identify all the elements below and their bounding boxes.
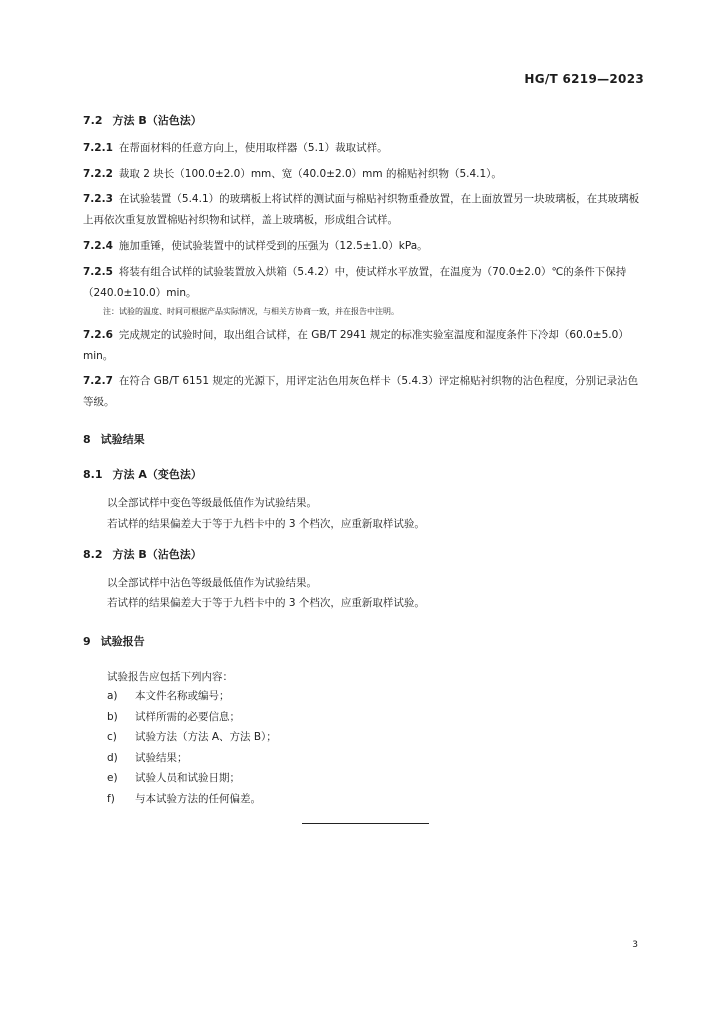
standard-code: HG/T 6219—2023 [524,72,644,86]
list-label: b) [107,710,118,723]
heading-number: 8.2 [83,548,103,561]
paragraph: 以全部试样中变色等级最低值作为试验结果。 [107,497,317,509]
heading-number: 9 [83,635,91,648]
clause-7-2-6 [83,325,643,367]
section-7-2-heading [83,112,202,128]
section-8-1-heading [83,466,202,482]
clause-7-2-3 [83,189,643,231]
heading-number: 8 [83,433,91,446]
list-text: 与本试验方法的任何偏差。 [135,792,261,805]
list-label: f) [107,792,115,805]
heading-title: 方法 B（沾色法） [112,114,202,127]
list-label: e) [107,772,118,785]
clause-number: 7.2.1 [83,142,113,154]
clause-7-2-1 [83,138,643,159]
section-8-heading [83,431,145,447]
clause-text: 将装有组合试样的试验装置放入烘箱（5.4.2）中，使试样水平放置，在温度为（70.0±2.0）℃的条件下保持（240.0±10.0）min。 [83,266,627,299]
list-label: d) [107,751,118,764]
list-item [107,748,277,769]
heading-title: 试验结果 [100,433,145,446]
paragraph: 试验报告应包括下列内容： [107,671,233,683]
list-label: c) [107,731,117,744]
end-divider [302,823,429,824]
list-label: a) [107,690,118,702]
clause-text: 裁取 2 块长（100.0±2.0）mm、宽（40.0±2.0）mm 的棉贴衬织物（5.4.1）。 [118,168,502,180]
heading-title: 方法 B（沾色法） [112,548,202,561]
list-item [107,768,277,789]
clause-number: 7.2.7 [83,375,113,387]
list-text: 本文件名称或编号； [135,690,230,702]
list-text: 试验结果； [135,751,188,764]
list-text: 试验人员和试验日期； [135,772,240,785]
clause-text: 在符合 GB/T 6151 规定的光源下，用评定沾色用灰色样卡（5.4.3）评定棉贴衬织物的沾色程度，分别记录沾色等级。 [83,375,639,408]
clause-number: 7.2.5 [83,266,113,278]
list-item [107,707,277,728]
heading-title: 试验报告 [100,635,145,648]
clause-number: 7.2.3 [83,193,113,205]
note: 注：试验的温度、时间可根据产品实际情况，与相关方协商一致，并在报告中注明。 [103,307,399,316]
paragraph: 若试样的结果偏差大于等于九档卡中的 3 个档次，应重新取样试验。 [107,597,425,609]
clause-text: 完成规定的试验时间，取出组合试样，在 GB/T 2941 规定的标准实验室温度和湿度条件下冷却（60.0±5.0）min。 [83,329,629,362]
clause-number: 7.2.6 [83,329,113,341]
report-items-list [107,686,277,810]
clause-number: 7.2.4 [83,240,113,252]
list-text: 试验方法（方法 A、方法 B）； [135,731,277,744]
list-item [107,789,277,810]
clause-number: 7.2.2 [83,168,113,180]
clause-text: 在帮面材料的任意方向上，使用取样器（5.1）裁取试样。 [118,142,388,154]
paragraph: 以全部试样中沾色等级最低值作为试验结果。 [107,577,317,589]
paragraph: 若试样的结果偏差大于等于九档卡中的 3 个档次，应重新取样试验。 [107,518,425,530]
list-item [107,727,277,748]
clause-7-2-2 [83,164,643,185]
clause-7-2-4 [83,236,643,257]
section-9-heading [83,633,145,649]
heading-number: 7.2 [83,114,103,127]
list-text: 试样所需的必要信息； [135,710,240,723]
clause-7-2-7 [83,371,643,413]
section-8-2-heading [83,546,202,562]
page-number: 3 [632,940,638,950]
clause-text: 在试验装置（5.4.1）的玻璃板上将试样的测试面与棉贴衬织物重叠放置，在上面放置另一块玻璃板，在其玻璃板上再依次重复放置棉贴衬织物和试样，盖上玻璃板，形成组合试样。 [83,193,640,226]
clause-text: 施加重锤，使试验装置中的试样受到的压强为（12.5±1.0）kPa。 [118,240,428,252]
clause-7-2-5 [83,262,643,304]
heading-title: 方法 A（变色法） [112,468,202,481]
heading-number: 8.1 [83,468,103,481]
list-item [107,686,277,707]
